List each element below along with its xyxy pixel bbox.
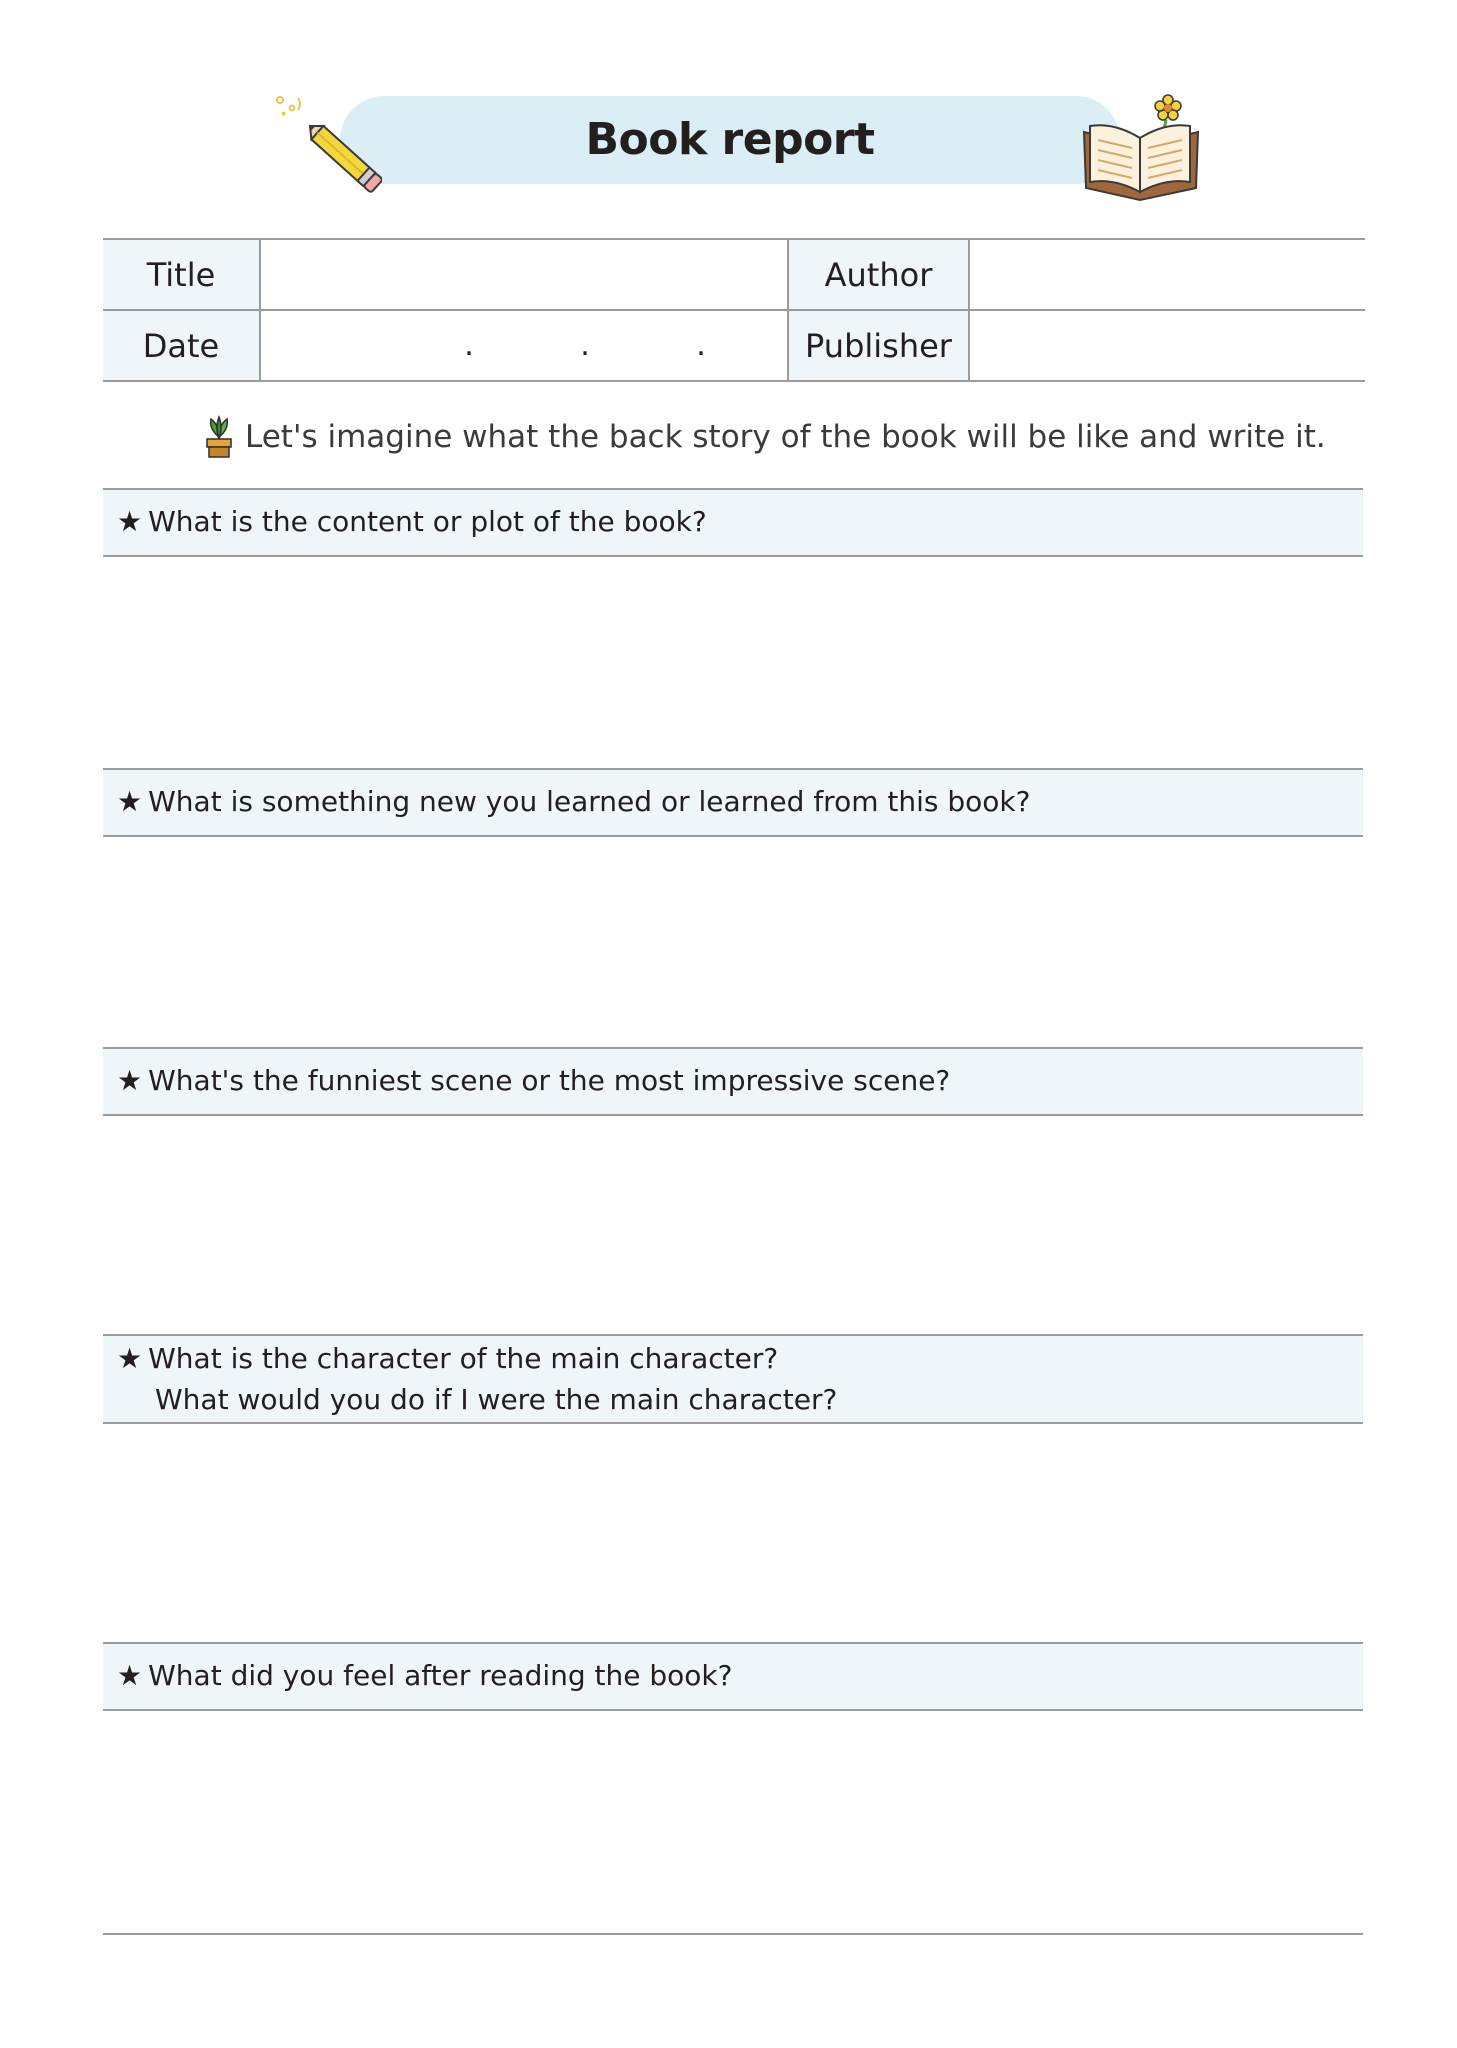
- publisher-label: Publisher: [788, 310, 969, 381]
- question-text: [117, 1342, 778, 1375]
- question-label: What is the content or plot of the book?: [148, 505, 707, 538]
- question-text: [117, 505, 707, 538]
- table-row: [103, 239, 1365, 310]
- question-label: What is the character of the main character?: [148, 1342, 779, 1375]
- question-bar-5: [103, 1642, 1363, 1711]
- instruction: [203, 412, 1326, 462]
- star-icon: ★: [117, 1659, 143, 1692]
- table-row: [103, 310, 1365, 381]
- title-label: Title: [103, 239, 260, 310]
- question-label-line2: What would you do if I were the main character?: [155, 1383, 838, 1416]
- page-title: Book report: [585, 114, 875, 165]
- question-text: [117, 785, 1030, 818]
- potted-plant-icon: [203, 415, 235, 459]
- date-separator: .: [696, 327, 706, 363]
- date-separators: [261, 327, 787, 363]
- question-bar-2: [103, 768, 1363, 837]
- date-separator: .: [580, 327, 590, 363]
- question-label: What's the funniest scene or the most impressive scene?: [148, 1064, 951, 1097]
- book-info-table: [103, 238, 1365, 382]
- author-field[interactable]: [969, 239, 1365, 310]
- date-field[interactable]: [260, 310, 788, 381]
- question-bar-3: [103, 1047, 1363, 1116]
- title-field[interactable]: [260, 239, 788, 310]
- question-bar-4: [103, 1334, 1363, 1424]
- star-icon: ★: [117, 1064, 143, 1097]
- publisher-field[interactable]: [969, 310, 1365, 381]
- bottom-divider: [103, 1933, 1363, 1935]
- star-icon: ★: [117, 785, 143, 818]
- instruction-text: Let's imagine what the back story of the book will be like and write it.: [245, 419, 1326, 455]
- star-icon: ★: [117, 505, 143, 538]
- pencil-icon: [272, 94, 382, 194]
- question-label: What is something new you learned or learned from this book?: [148, 785, 1031, 818]
- question-text: [117, 1659, 733, 1692]
- date-separator: .: [464, 327, 474, 363]
- question-label: What did you feel after reading the book?: [148, 1659, 733, 1692]
- question-bar-1: [103, 488, 1363, 557]
- star-icon: ★: [117, 1342, 143, 1375]
- question-text: [117, 1064, 950, 1097]
- author-label: Author: [788, 239, 969, 310]
- open-book-icon: [1078, 92, 1206, 202]
- date-label: Date: [103, 310, 260, 381]
